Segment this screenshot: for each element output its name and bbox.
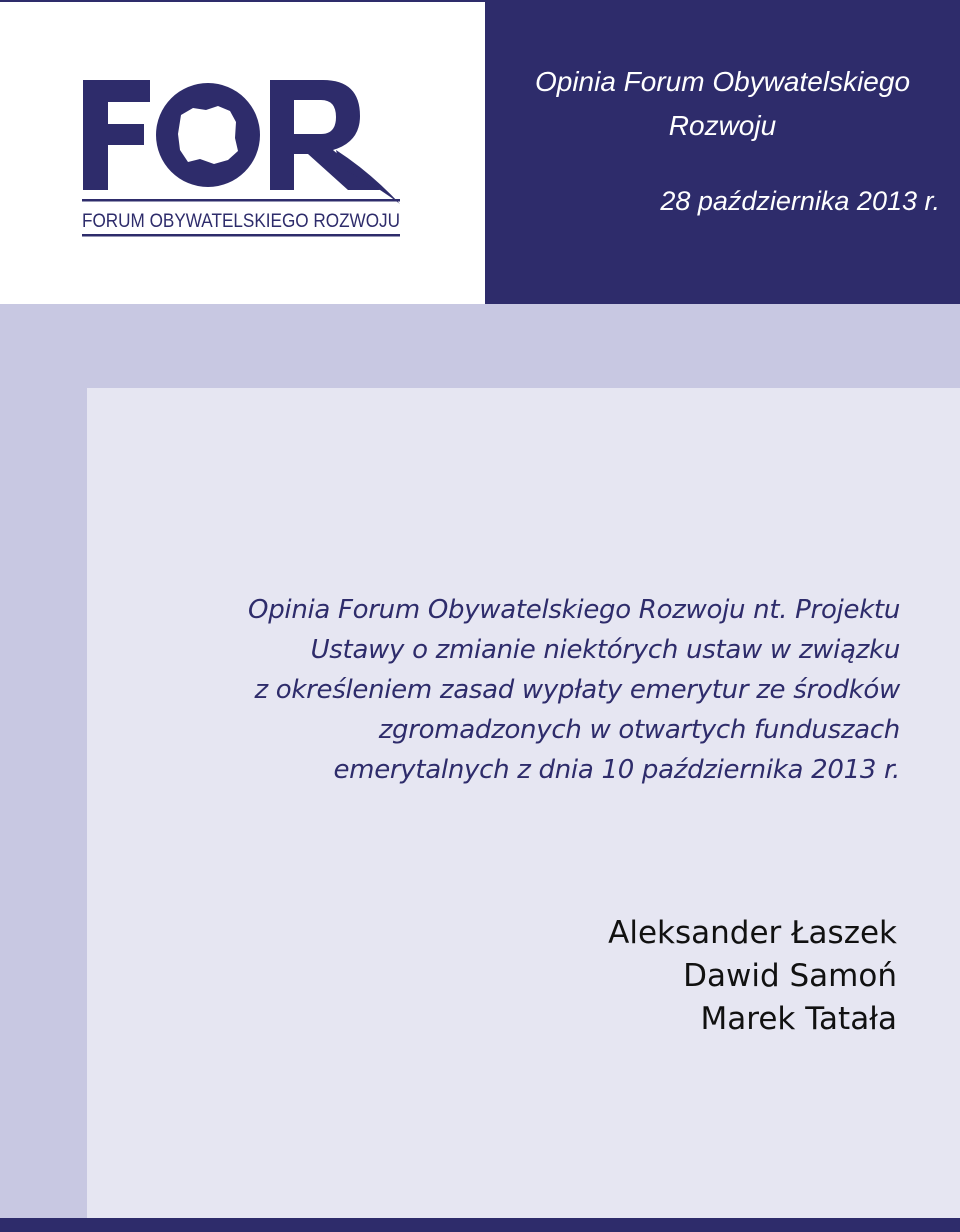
document-title-line: Opinia Forum Obywatelskiego Rozwoju nt. Projektu <box>248 595 900 625</box>
header-date: 28 października 2013 r. <box>660 186 940 216</box>
header-panel <box>485 2 960 304</box>
for-logo <box>78 72 408 242</box>
authors-list <box>608 912 897 1041</box>
document-title-line: Ustawy o zmianie niektórych ustaw w związku <box>310 635 900 665</box>
document-title-line: emerytalnych z dnia 10 października 2013 r. <box>333 755 900 785</box>
author-name: Marek Tatała <box>700 1001 897 1037</box>
bottom-border <box>0 1218 960 1232</box>
header-title-line1: Opinia Forum Obywatelskiego <box>534 66 911 97</box>
svg-text:FORUM OBYWATELSKIEGO ROZWOJU: FORUM OBYWATELSKIEGO ROZWOJU <box>82 211 400 232</box>
author-name: Aleksander Łaszek <box>608 915 897 951</box>
document-title <box>130 590 900 790</box>
header-title-line2: Rozwoju <box>668 110 777 141</box>
logo-panel <box>0 2 485 304</box>
poland-map-icon <box>178 106 238 164</box>
header-title <box>485 60 960 148</box>
author-name: Dawid Samoń <box>683 958 897 994</box>
document-title-line: z określeniem zasad wypłaty emerytur ze środków <box>254 675 900 705</box>
content-panel <box>87 388 960 1218</box>
document-title-line: zgromadzonych w otwartych funduszach <box>378 715 900 745</box>
